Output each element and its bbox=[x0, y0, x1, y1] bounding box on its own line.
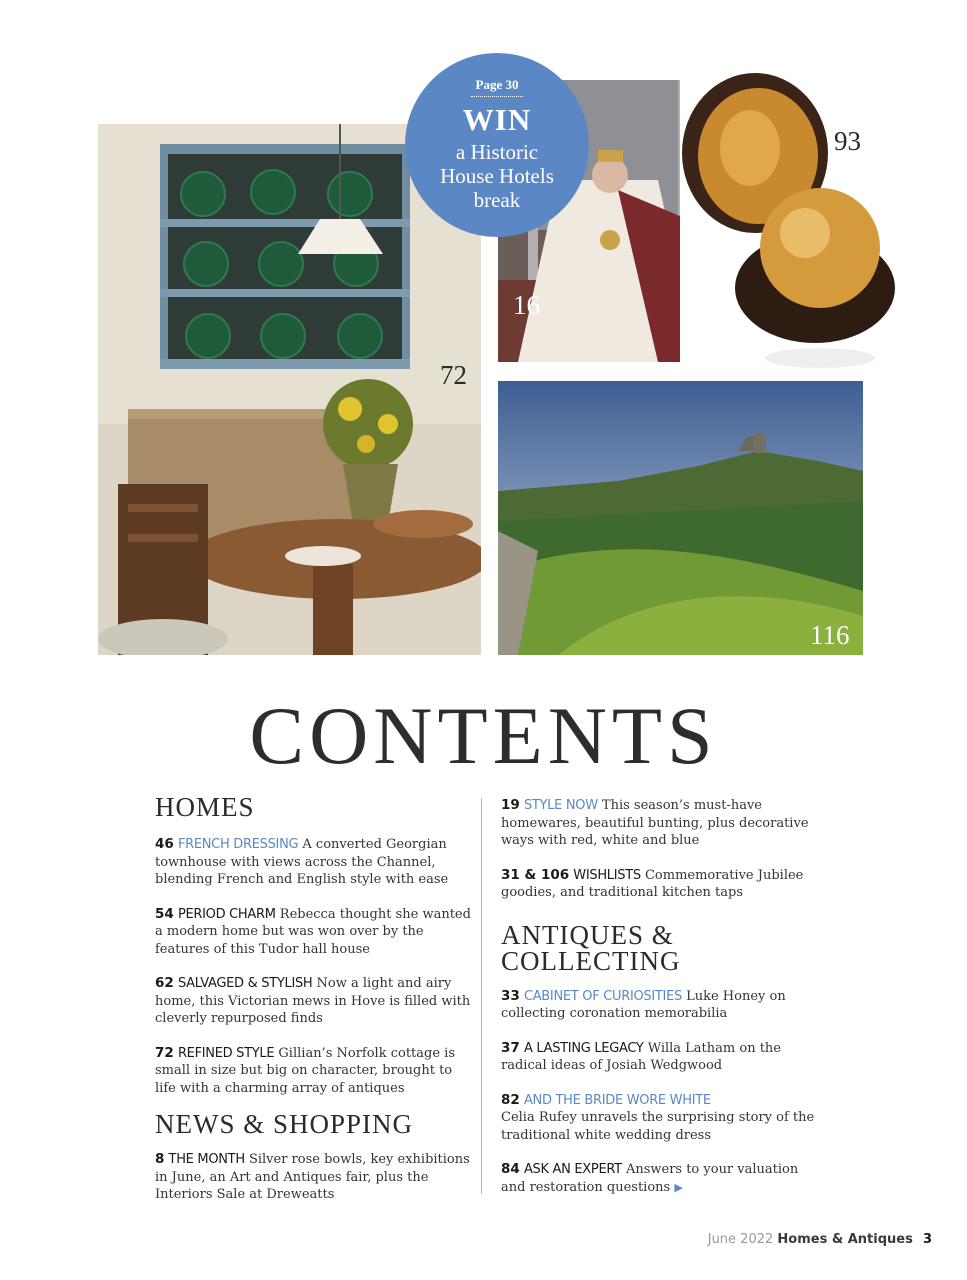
badge-line: House Hotels bbox=[440, 164, 554, 188]
competition-badge[interactable] bbox=[405, 53, 589, 237]
section-heading-antiques: ANTIQUES & COLLECTING bbox=[501, 919, 681, 976]
badge-prize-text bbox=[405, 140, 589, 212]
contents-entry[interactable]: 82 AND THE BRIDE WORE WHITE Celia Rufey unravels the surprising story of the traditional white wedding dress bbox=[501, 1091, 815, 1143]
page-number: 3 bbox=[922, 1232, 932, 1247]
badge-line: a Historic bbox=[455, 140, 539, 164]
contents-title: CONTENTS bbox=[249, 690, 718, 781]
section-heading-news: NEWS & SHOPPING bbox=[155, 1109, 414, 1139]
contents-entry[interactable]: 84 ASK AN EXPERT Answers to your valuation and restoration questions ▶ bbox=[501, 1161, 799, 1195]
queen-page-number: 16 bbox=[513, 290, 540, 320]
triangle-right-icon: ▶ bbox=[674, 1180, 683, 1194]
badge-divider bbox=[471, 96, 523, 97]
globe-photo bbox=[680, 68, 895, 373]
badge-page-ref: Page 30 bbox=[475, 77, 519, 92]
contents-entry[interactable]: 31 & 106 WISHLISTS Commemorative Jubilee goodies, and traditional kitchen taps bbox=[501, 866, 804, 900]
page-footer bbox=[708, 1232, 932, 1247]
issue-date: June 2022 bbox=[707, 1232, 774, 1247]
column-divider bbox=[481, 798, 482, 1194]
globe-page-number: 93 bbox=[834, 126, 861, 156]
contents-entry[interactable]: 72 REFINED STYLE Gillian’s Norfolk cottage is small in size but big on character, brought to life with a charming array of antiques bbox=[155, 1044, 456, 1096]
contents-entry[interactable]: 54 PERIOD CHARM Rebecca thought she wanted a modern home but was won over by the features of this Tudor hall house bbox=[155, 905, 471, 957]
dresser-page-number: 72 bbox=[440, 360, 467, 390]
magazine-name: Homes & Antiques bbox=[777, 1232, 913, 1247]
castle-page-number: 116 bbox=[810, 620, 850, 650]
badge-line: break bbox=[473, 188, 521, 212]
contents-entry[interactable]: 46 FRENCH DRESSING A converted Georgian townhouse with views across the Channel, blending French and English style with ease bbox=[155, 836, 449, 887]
contents-entry[interactable]: 62 SALVAGED & STYLISH Now a light and airy home, this Victorian mews in Hove is filled with cleverly repurposed finds bbox=[155, 975, 471, 1026]
contents-entry[interactable]: 8 THE MONTH Silver rose bowls, key exhibitions in June, an Art and Antiques fair, plus the Interiors Sale at Dreweatts bbox=[155, 1151, 470, 1202]
contents-left-column bbox=[155, 790, 475, 1204]
contents-entry[interactable]: 33 CABINET OF CURIOSITIES Luke Honey on collecting coronation memorabilia bbox=[501, 987, 786, 1021]
contents-entry[interactable]: 37 A LASTING LEGACY Willa Latham on the radical ideas of Josiah Wedgwood bbox=[501, 1039, 781, 1073]
badge-win: WIN bbox=[462, 102, 532, 137]
castle-landscape-photo bbox=[498, 381, 863, 655]
section-heading-homes: HOMES bbox=[155, 792, 255, 822]
contents-right-column bbox=[501, 797, 821, 1196]
contents-entry[interactable]: 19 STYLE NOW This season’s must-have homewares, beautiful bunting, plus decorative ways with red, white and blue bbox=[501, 797, 809, 848]
